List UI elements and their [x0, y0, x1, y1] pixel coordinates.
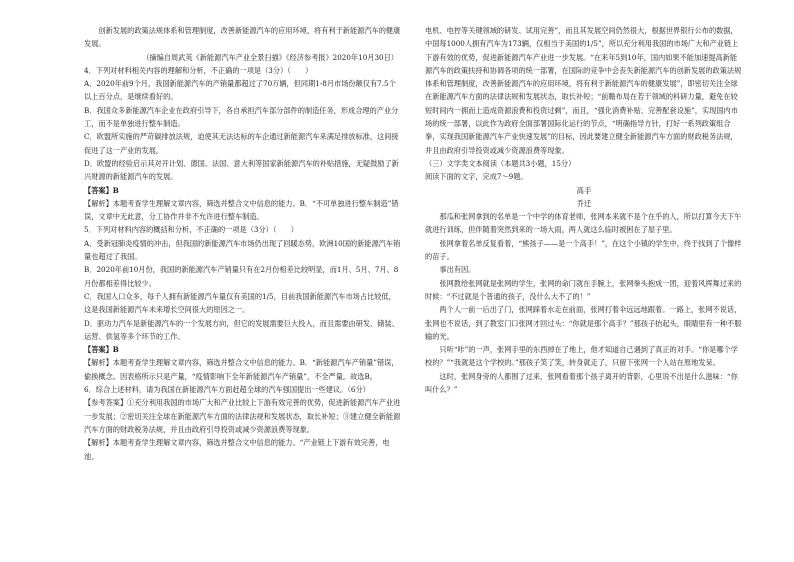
story-paragraph: 这时，张网身旁的人都围了过来，张网看着那个孩子离开的背影，心里说不出是什么滋味：“你叫什么？”: [425, 371, 738, 395]
story-paragraph: 两个人一前一后出了门，张网踩着水走在前面，张网打着伞远远地跟着。一路上，张网不说话，张网也不说话，到了教室门口张网才回过头：“你就是那个高手？”那孩子抬起头，眼睛里有一种不服输的光。: [425, 305, 742, 341]
question-6: 6．综合上述材料，请为我国在新能源汽车方面赶超全球的汽车强国提出一些建议。（6分）: [84, 385, 370, 395]
question-5-option-a: A．受新冠肺炎疫情的冲击，但我国的新能源汽车市场仍出现了回暖态势，欧洲10国的新能源汽车销量也超过了我国。: [84, 238, 401, 262]
question-4: 4．下列对材料相关内容的理解和分析，不正确的一项是（3分）（ ）: [84, 65, 313, 75]
explanation-6-continued: 电机、电控等关键领域的研发、试用完善”，而且其发展空间仍然很大，根据世界银行公布的数据，中国每1000人拥有汽车为173辆，仅相当于美国的1/5”，所以充分利用我国的市场广大和产业链上下游有效的优势，促进新能源汽车产业进一步发展。“在来年5到10年，国内如果不能加速提高新能源汽车的政策扶持和协调各项的统一部署，在国际的竞争中会丧失新能源汽车的创新发展的政策法规体系和管理制度，改善新能源汽车的应用环境，将有利于新能源汽车的健康发展”，即密切关注全球在新能源汽车方面的法律法规和发展状态，取长补短；“前瞻布局在若干领域的科研力量，避免在较短时间内一拥而上造成资源浪费和投资过剩”，而且，“强化消费补贴、完善配套设施”，实现国内市场的统一部署，以此作为政府全面部署国际化运行的节点，“明确指导方针，打好一系列政策组合拳，实现我国新能源汽车产业快速发展”的目标，因此要建立健全新能源汽车方面的财政税务法规，并且由政府引导投资或减少资源浪费等现象。: [425, 26, 742, 155]
explanation-5: 【解析】本题考查学生理解文章内容，筛选并整合文中信息的能力。B．“新能源汽车产销量”错误，偷换概念。因表格所示只是产量，“疫情影响下全年新能源汽车产销量”，不全严量。故选B。: [84, 358, 399, 381]
explanation-4: 【解析】本题考查学生理解文章内容，筛选并整合文中信息的能力。B．“不可单独进行整车制造”错误，文章中无此意，分工协作并非不允许进行整车制造。: [84, 198, 399, 222]
answer-5: 【答案】B: [84, 345, 119, 355]
story-title: 高手: [576, 185, 592, 195]
question-4-option-b: B．我国众多新能源汽车企业在政府引导下，各自承担汽车部分部件的制造任务，形成合理的产业分工，而不是单独进行整车制造。: [84, 105, 399, 129]
source-citation: （摘编自周武英《新能源汽车产业全景扫描》《经济参考报》2020年10月30日）: [142, 52, 398, 62]
left-column: [84, 24, 402, 463]
reading-instruction: 阅读下面的文字，完成7～9题。: [425, 172, 528, 182]
answer-4: 【答案】B: [84, 185, 119, 195]
story-paragraph: 只听“咔”的一声，张网手里的东西掉在了地上，他才知道自己遇到了真正的对手。“你是哪个学校的？”“我就是这个学校的。”那孩子笑了笑，转身就走了，只留下张网一个人站在原地发呆。: [425, 345, 738, 368]
story-paragraph: 那瓜和张网拿到的名单是一个中学的体育老师，张网本来就不是个在乎的人，所以打算今天下午就进行训练，但伴随着突然到来的一场大雨，两人就这么临时被困在了屋子里。: [425, 212, 742, 235]
story-author: 乔迁: [576, 198, 592, 208]
question-4-option-a: A．2020年前9个月，我国新能源汽车的产销量都超过了70万辆，但同期1-8月市场份额仅有7.5个以上百分点，是继续看好的。: [84, 79, 396, 102]
question-5-option-d: D．驱动力汽车是新能源汽车的一个发展方向，但它的发展需要巨大投入，而且需要由研发、储装、运营、供氢等多个环节的工作。: [84, 318, 399, 341]
story-paragraph: 事出有因。: [439, 265, 476, 275]
explanation-6: 【解析】本题考查学生理解文章内容，筛选并整合文中信息的能力。“产业链上下游有效完善，电池、: [84, 438, 390, 461]
question-5-option-c: C．我国人口众多，每千人拥有新能源汽车量仅有美国的1/5，目前我国新能源汽车市场占比较低，这是我国新能源汽车未来增长空间很大的原因之一。: [84, 291, 396, 315]
intro-text: 创新发展的政策法规体系和管理制度，改善新能源汽车的应用环境，将有利于新能源汽车的健康发展。: [84, 26, 401, 49]
right-column: [425, 24, 743, 396]
question-4-option-d: D．欧盟的经验启示其对开计划、德国、法国、意大利等国家新能源汽车的补贴措施，无疑鼓励了新兴财源的新能源汽车的发展。: [84, 158, 399, 182]
question-5: 5．下列对材料内容的概括和分析，不正确的一项是（3分）（ ）: [84, 225, 298, 235]
story-paragraph: 张网拿着名单反复看着，“熊孩子——是一个高手！”，在这个小镇的学生中，终于找到了个像样的苗子。: [425, 238, 742, 262]
question-5-option-b: B．2020年前10月份，我国的新能源汽车产销量只有在2月份相差比较明显，而1月、5月、7月、8月份都相差得比较少。: [84, 265, 399, 288]
question-4-option-c: C．欧盟所实施的严苛碳排放法规，迫使其无法达标的车企通过新能源汽车来满足排放标准，这间接促进了这一产业的发展。: [84, 132, 399, 155]
reference-answer-6: 【参考答案】①充分利用我国的市场广大和产业比较上下游有效完善的优势，促进新能源汽车产业进一步发展；②密切关注全球在新能源汽车方面的法律法规和发展状态，取长补短；③建立健全新能源汽车方面的财政税务法规，并且由政府引导投资或减少资源浪费等现象。: [84, 398, 401, 434]
story-paragraph: 张网教给张网就是张网的学生，张网的命门就在手腕上，张网拳头抱成一团，迎着风挥舞过来的时候：“不过就是个普通的孩子，没什么大不了的！”: [425, 278, 742, 301]
section-3-heading: （三）文学类文本阅读（本题共3小题，15分）: [425, 158, 576, 168]
